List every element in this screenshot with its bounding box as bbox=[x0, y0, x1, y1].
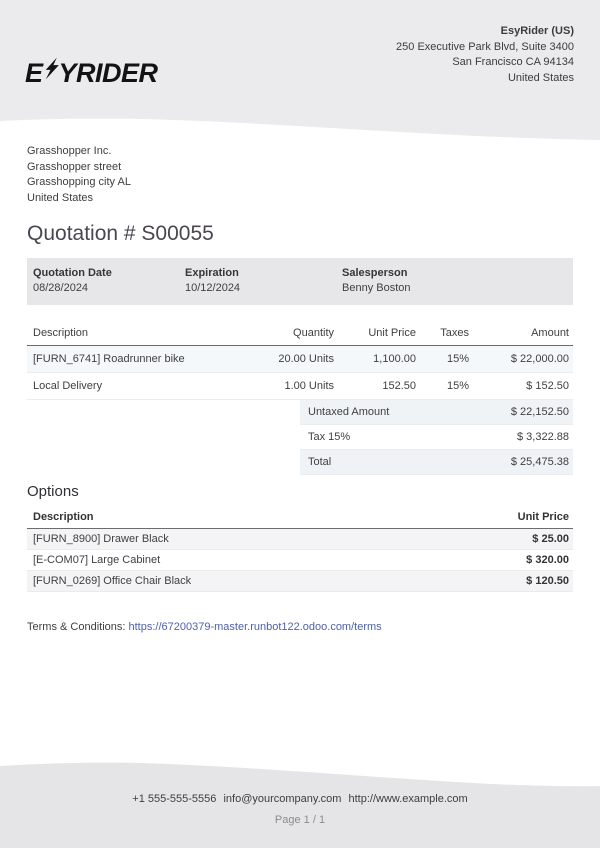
footer-email: info@yourcompany.com bbox=[223, 793, 342, 805]
item-taxes: 15% bbox=[420, 346, 473, 373]
item-unit-price: 152.50 bbox=[338, 373, 420, 400]
terms-and-conditions bbox=[27, 621, 573, 633]
footer-contact-line bbox=[0, 790, 600, 805]
column-header-description: Description bbox=[27, 508, 427, 529]
detail-label: Salesperson bbox=[342, 267, 408, 279]
item-description: [FURN_6741] Roadrunner bike bbox=[27, 346, 248, 373]
table-row bbox=[27, 571, 573, 592]
customer-address-line: Grasshopper Inc. bbox=[27, 145, 112, 157]
item-quantity: 20.00 Units bbox=[248, 346, 338, 373]
option-description: [E-COM07] Large Cabinet bbox=[27, 550, 427, 571]
options-table bbox=[27, 508, 573, 592]
detail-label: Expiration bbox=[185, 267, 239, 279]
item-description: Local Delivery bbox=[27, 373, 248, 400]
customer-address-line: United States bbox=[27, 191, 94, 204]
column-header-unit-price: Unit Price bbox=[427, 508, 573, 529]
document-footer bbox=[0, 762, 600, 848]
option-description: [FURN_8900] Drawer Black bbox=[27, 529, 427, 550]
detail-value: Benny Boston bbox=[342, 282, 411, 294]
totals-value: $ 22,152.50 bbox=[510, 406, 569, 418]
page-title: Quotation # S00055 bbox=[27, 222, 214, 245]
totals-value: $ 3,322.88 bbox=[517, 431, 569, 443]
column-header-unit-price: Unit Price bbox=[338, 324, 420, 346]
company-logo bbox=[25, 28, 158, 118]
table-row bbox=[27, 529, 573, 550]
option-unit-price: $ 120.50 bbox=[427, 571, 573, 592]
line-items-table bbox=[27, 324, 573, 400]
document-body bbox=[0, 144, 600, 633]
logo-text-prefix: E bbox=[25, 57, 43, 88]
item-amount: $ 152.50 bbox=[473, 373, 573, 400]
column-header-amount: Amount bbox=[473, 324, 573, 346]
line-items-header-row bbox=[27, 324, 573, 346]
company-address-line: San Francisco CA 94134 bbox=[452, 56, 574, 68]
terms-label: Terms & Conditions: bbox=[27, 621, 126, 633]
customer-address-line: Grasshopper street bbox=[27, 160, 122, 173]
footer-website: http://www.example.com bbox=[348, 793, 468, 805]
company-address-block bbox=[396, 24, 574, 118]
document-header bbox=[0, 0, 600, 140]
totals-row-total bbox=[300, 450, 573, 475]
detail-quotation-date bbox=[33, 266, 185, 296]
footer-phone: +1 555-555-5556 bbox=[132, 793, 217, 805]
option-description: [FURN_0269] Office Chair Black bbox=[27, 571, 427, 592]
table-row bbox=[27, 346, 573, 373]
totals-label: Untaxed Amount bbox=[308, 406, 390, 418]
quotation-details-strip bbox=[27, 258, 573, 305]
company-name: EsyRider (US) bbox=[500, 25, 574, 37]
item-amount: $ 22,000.00 bbox=[473, 346, 573, 373]
customer-address-line: Grasshopping city AL bbox=[27, 176, 131, 188]
option-unit-price: $ 320.00 bbox=[427, 550, 573, 571]
footer-wave-shape bbox=[0, 762, 600, 790]
company-address-line: United States bbox=[507, 71, 574, 84]
totals-label: Tax 15% bbox=[308, 431, 351, 443]
company-address-line: 250 Executive Park Blvd, Suite 3400 bbox=[396, 40, 574, 53]
option-unit-price: $ 25.00 bbox=[427, 529, 573, 550]
totals-row-untaxed bbox=[300, 400, 573, 425]
header-wave-shape bbox=[0, 117, 600, 140]
customer-address-block bbox=[27, 144, 573, 206]
totals-value: $ 25,475.38 bbox=[510, 456, 569, 468]
totals-row-tax bbox=[300, 425, 573, 450]
detail-value: 10/12/2024 bbox=[185, 282, 241, 294]
detail-expiration bbox=[185, 266, 342, 296]
item-quantity: 1.00 Units bbox=[248, 373, 338, 400]
column-header-description: Description bbox=[27, 324, 248, 346]
totals-label: Total bbox=[308, 456, 332, 468]
totals-block bbox=[300, 400, 573, 475]
column-header-quantity: Quantity bbox=[248, 324, 338, 346]
detail-label: Quotation Date bbox=[33, 267, 112, 279]
page-number: Page 1 / 1 bbox=[274, 814, 326, 826]
detail-salesperson bbox=[342, 266, 567, 296]
table-row bbox=[27, 550, 573, 571]
terms-link[interactable]: https://67200379-master.runbot122.odoo.com/terms bbox=[128, 621, 382, 633]
table-row bbox=[27, 373, 573, 400]
item-taxes: 15% bbox=[420, 373, 473, 400]
options-header-row bbox=[27, 508, 573, 529]
detail-value: 08/28/2024 bbox=[33, 282, 89, 294]
options-heading: Options bbox=[27, 483, 79, 500]
item-unit-price: 1,100.00 bbox=[338, 346, 420, 373]
column-header-taxes: Taxes bbox=[420, 324, 473, 346]
logo-text-suffix: YRIDER bbox=[58, 57, 158, 88]
